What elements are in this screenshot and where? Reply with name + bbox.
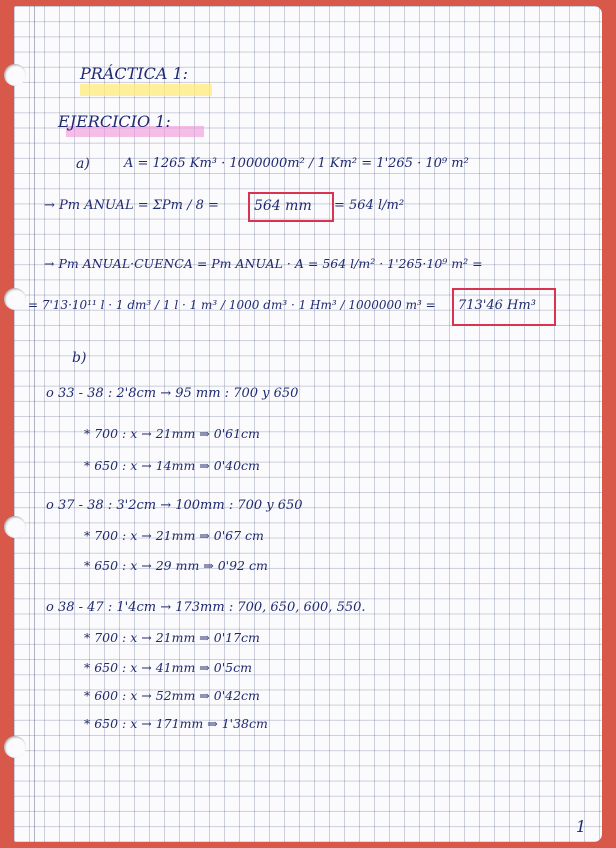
calc-row: * 650 : x → 171mm ⇒ 1'38cm (84, 716, 268, 731)
unit-conversion-equation: = 7'13·10¹¹ l · 1 dm³ / 1 l · 1 m³ / 1000 dm³ · 1 Hm³ / 1000000 m³ = (28, 298, 436, 312)
part-a-label: a) (76, 156, 90, 172)
group-heading: o 33 - 38 : 2'8cm → 95 mm : 700 y 650 (46, 386, 299, 401)
notebook-page (14, 6, 602, 842)
title-highlight (80, 84, 212, 96)
final-result: 713'46 Hm³ (458, 298, 536, 313)
margin-line (34, 6, 35, 842)
calc-row: * 650 : x → 41mm ⇒ 0'5cm (84, 660, 252, 675)
annual-precip-equation: → Pm ANUAL = ΣPm / 8 = (44, 198, 219, 213)
calc-row: * 700 : x → 21mm ⇒ 0'61cm (84, 426, 260, 441)
binder-hole (4, 736, 26, 758)
page-title: PRÁCTICA 1: (80, 64, 189, 83)
binder-hole (4, 64, 26, 86)
calc-row: * 650 : x → 14mm ⇒ 0'40cm (84, 458, 260, 473)
group-heading: o 37 - 38 : 3'2cm → 100mm : 700 y 650 (46, 498, 303, 513)
page-number: 1 (575, 817, 586, 836)
annual-precip-result: 564 mm (254, 198, 312, 214)
calc-row: * 650 : x → 29 mm ⇒ 0'92 cm (84, 558, 268, 573)
group-heading: o 38 - 47 : 1'4cm → 173mm : 700, 650, 600, 550. (46, 600, 366, 615)
binder-hole (4, 288, 26, 310)
calc-row: * 700 : x → 21mm ⇒ 0'67 cm (84, 528, 264, 543)
calc-row: * 600 : x → 52mm ⇒ 0'42cm (84, 688, 260, 703)
binder-hole (4, 516, 26, 538)
calc-row: * 700 : x → 21mm ⇒ 0'17cm (84, 630, 260, 645)
basin-volume-equation: → Pm ANUAL·CUENCA = Pm ANUAL · A = 564 l/m² · 1'265·10⁹ m² = (44, 256, 483, 271)
annual-precip-liters: = 564 l/m² (334, 198, 405, 213)
area-equation: A = 1265 Km³ · 1000000m² / 1 Km² = 1'265 · 10⁹ m² (124, 156, 469, 171)
exercise-heading: EJERCICIO 1: (58, 112, 171, 131)
part-b-label: b) (72, 350, 87, 366)
